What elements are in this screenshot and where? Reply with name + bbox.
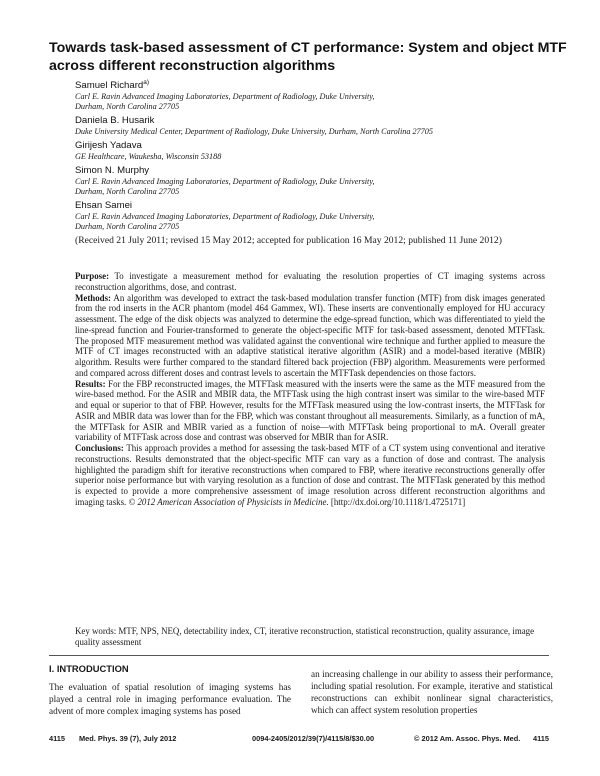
doi-link[interactable]: [http://dx.doi.org/10.1118/1.4725171] [330, 496, 466, 507]
author-affiliation: Carl E. Ravin Advanced Imaging Laboratories, Department of Radiology, Duke University, [75, 177, 375, 187]
author-entry [75, 140, 545, 162]
results-label: Results: [75, 378, 106, 389]
abstract-conclusions [75, 443, 545, 508]
page-footer [49, 734, 549, 746]
page-number-right: 4115 [532, 734, 549, 743]
conclusions-text: This approach provides a method for assessing the task-based MTF of a CT system using conventional and iterative reconstructions. Results demonstrated that the object-specific MTF can vary as a function of dose and contrast. The analysis highlighted the paradigm shift for iterative reconstructions when compared to FBP, where iterative reconstructions generally offer superior noise performance but with varying resolution as a function of dose and contrast. The MTFTask generated by this method is expected to provide a more comprehensive assessment of image resolution across different reconstruction algorithms and imaging tasks. [75, 443, 545, 507]
journal-citation: Med. Phys. 39 (7), July 2012 [79, 734, 177, 743]
author-affiliation: Carl E. Ravin Advanced Imaging Laboratories, Department of Radiology, Duke University, [75, 212, 375, 222]
methods-label: Methods: [75, 292, 111, 303]
author-entry [75, 115, 545, 137]
right-column [311, 668, 553, 716]
author-affiliation: Carl E. Ravin Advanced Imaging Laboratories, Department of Radiology, Duke University, [75, 92, 375, 102]
introduction-heading: I. INTRODUCTION [49, 663, 129, 674]
purpose-label: Purpose: [75, 271, 110, 281]
intro-text: The evaluation of spatial resolution of imaging systems has played a central role in imaging performance evaluation. The advent of more complex imaging systems has posed [49, 682, 291, 716]
author-name: Simon N. Murphy [75, 165, 150, 177]
received-dates: (Received 21 July 2011; revised 15 May 2012; accepted for publication 16 May 2012; published 11 June 2012) [75, 235, 502, 247]
author-name: Samuel Richard [75, 80, 144, 92]
author-affiliation: GE Healthcare, Waukesha, Wisconsin 53188 [75, 152, 222, 162]
author-name: Ehsan Samei [75, 200, 133, 212]
left-column [49, 663, 291, 717]
purpose-text: To investigate a measurement method for evaluating the resolution properties of CT imaging systems across reconstruction algorithms, dose, and contrast. [75, 271, 545, 292]
author-entry [75, 200, 545, 232]
author-footnote-mark: a) [143, 79, 150, 86]
article-title: Towards task-based assessment of CT performance: System and object MTF across different reconstruction algorithms [49, 40, 567, 74]
methods-text: An algorithm was developed to extract the task-based modulation transfer function (MTF) from disk images generated from the rod inserts in the ACR phantom (model 464 Gammex, WI). These inserts are conventionally employed for HU accuracy assessment. The edge of the disk objects was analyzed to determine the edge-spread function, which was differentiated to yield the line-spread function and Fourier-transformed to generate the object-specific MTF for task-based assessment, denoted MTFTask. The proposed MTF measurement method was validated against the conventional wire technique and further applied to measure the MTF of CT images reconstructed with an adaptive statistical iterative algorithm (ASIR) and a model-based iterative (MBIR) algorithm. Results were further compared to the standard filtered back projection (FBP) algorithm. Measurements were performed and compared across different doses and contrast levels to ascertain the MTFTask dependencies on those factors. [75, 292, 545, 378]
author-list [75, 77, 545, 247]
results-text: For the FBP reconstructed images, the MTFTask measured with the inserts were the same as the MTF measured from the wire-based method. For the ASIR and MBIR data, the MTFTask using the high contrast insert was similar to the wire-based MTF and equal or superior to that of FBP. However, results for the MTFTask measured using the low-contrast inserts, the MTFTask for ASIR and MBIR data was lower than for the FBP, which was constant throughout all measurements. Similarly, as a function of mA, the MTFTask for ASIR and MBIR varied as a function of noise—with MTFTask being proportional to mA. Overall greater variability of MTFTask across dose and contrast was observed for MBIR than for ASIR. [75, 378, 545, 443]
author-affiliation: Durham, North Carolina 27705 [75, 102, 180, 112]
introduction-paragraph [49, 681, 291, 717]
author-affiliation: Duke University Medical Center, Department of Radiology, Duke University, Durham, North Carolina 27705 [75, 127, 433, 137]
author-name: Daniela B. Husarik [75, 115, 155, 127]
abstract-purpose [75, 271, 545, 293]
author-affiliation: Durham, North Carolina 27705 [75, 187, 180, 197]
section-divider [49, 655, 549, 656]
author-affiliation: Durham, North Carolina 27705 [75, 222, 180, 232]
keywords: Key words: MTF, NPS, NEQ, detectability index, CT, iterative reconstruction, statistical reconstruction, quality assurance, image quality assessment [75, 626, 535, 647]
footer-copyright: © 2012 Am. Assoc. Phys. Med. [414, 734, 521, 743]
page-number-left: 4115 [49, 734, 66, 743]
author-entry [75, 77, 545, 112]
conclusions-label: Conclusions: [75, 443, 124, 453]
abstract [75, 271, 545, 508]
abstract-methods [75, 293, 545, 379]
abstract-copyright: © 2012 American Association of Physicists in Medicine. [128, 496, 329, 507]
introduction-paragraph-cont: an increasing challenge in our ability to assess their performance, including spatial resolution. For example, iterative and statistical reconstructions can exhibit nonlinear signal characteristics, which can affect system resolution properties [311, 669, 553, 715]
issn-line: 0094-2405/2012/39(7)/4115/8/$30.00 [252, 734, 375, 743]
author-entry [75, 165, 545, 197]
abstract-results [75, 379, 545, 444]
author-name: Girijesh Yadava [75, 140, 142, 152]
